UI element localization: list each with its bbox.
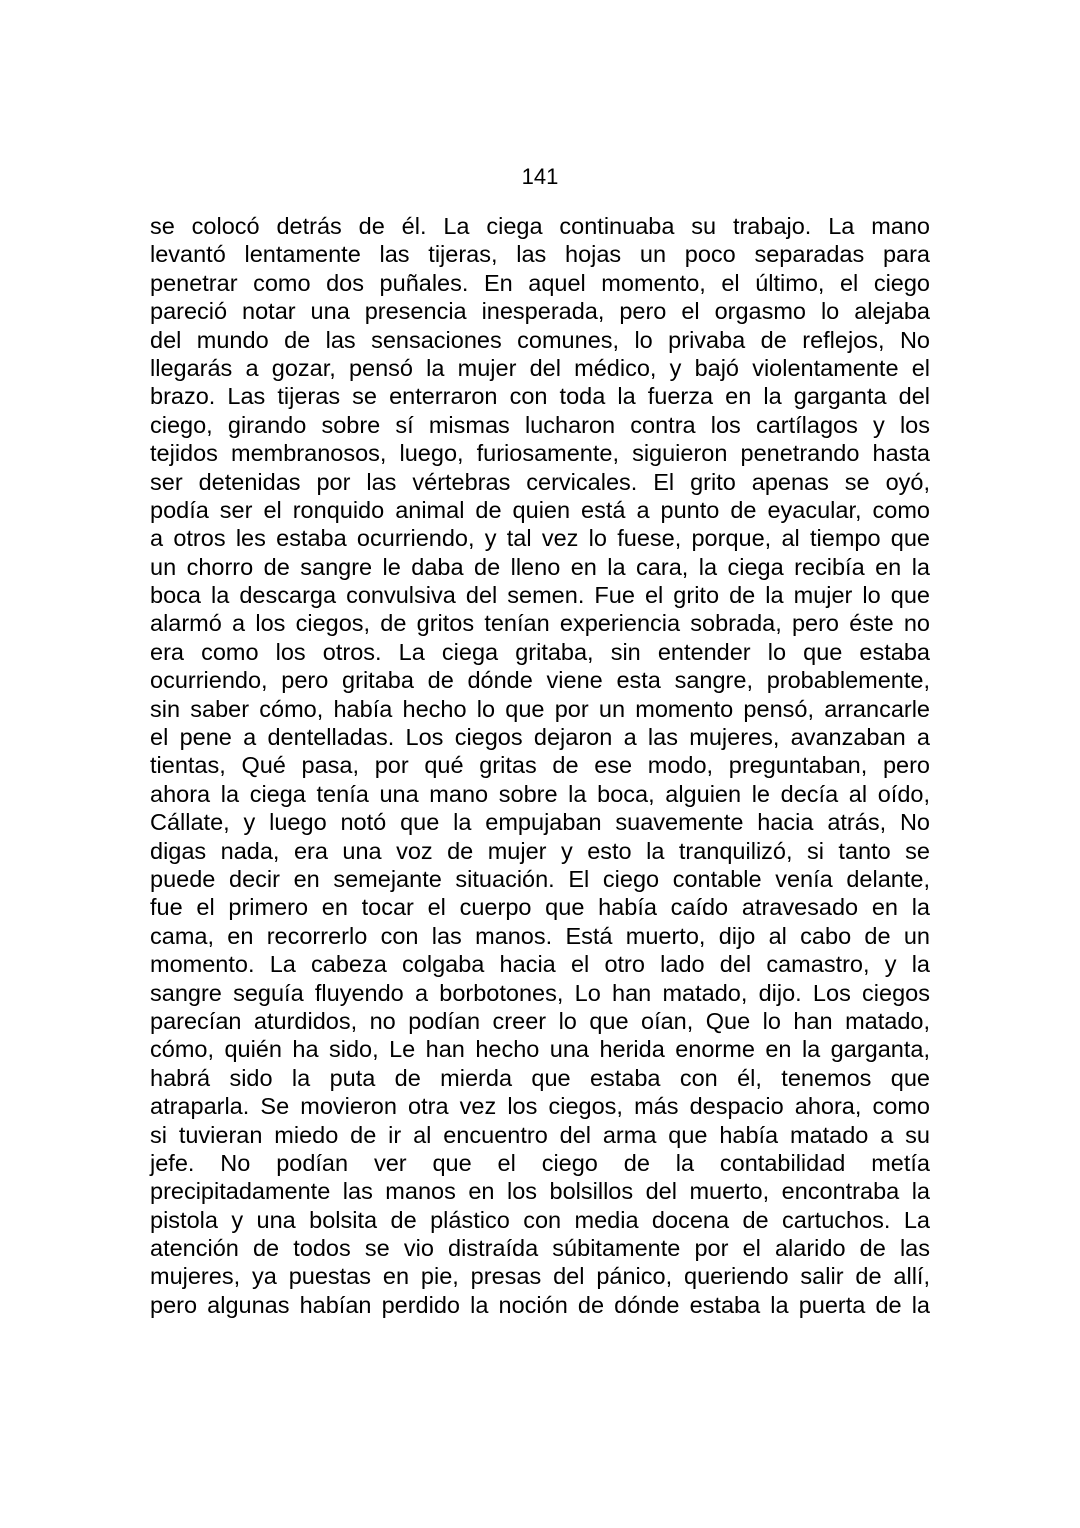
text-line: alarmó a los ciegos, de gritos tenían experiencia sobrada, pero éste no (150, 610, 930, 637)
text-line: sangre seguía fluyendo a borbotones, Lo han matado, dijo. Los ciegos (150, 979, 930, 1006)
text-line: el pene a dentelladas. Los ciegos dejaron a las mujeres, avanzaban a (150, 724, 930, 751)
text-line: precipitadamente las manos en los bolsillos del muerto, encontraba la (150, 1178, 930, 1205)
text-line: brazo. Las tijeras se enterraron con toda la fuerza en la garganta del (150, 383, 930, 410)
text-line: pistola y una bolsita de plástico con media docena de cartuchos. La (150, 1206, 930, 1233)
text-line: del mundo de las sensaciones comunes, lo privaba de reflejos, No (150, 326, 930, 353)
text-line: tientas, Qué pasa, por qué gritas de ese modo, preguntaban, pero (150, 752, 930, 779)
text-line: ocurriendo, pero gritaba de dónde viene esta sangre, probablemente, (150, 667, 930, 694)
text-line: puede decir en semejante situación. El ciego contable venía delante, (150, 865, 930, 892)
text-line: si tuvieran miedo de ir al encuentro del arma que había matado a su (150, 1121, 930, 1148)
text-line: ser detenidas por las vértebras cervicales. El grito apenas se oyó, (150, 468, 930, 495)
text-line: pero algunas habían perdido la noción de dónde estaba la puerta de la (150, 1291, 930, 1318)
text-line: Cállate, y luego notó que la empujaban suavemente hacia atrás, No (150, 809, 930, 836)
text-line: tejidos membranosos, luego, furiosamente, siguieron penetrando hasta (150, 440, 930, 467)
text-line: jefe. No podían ver que el ciego de la contabilidad metía (150, 1149, 930, 1176)
text-line: cama, en recorrerlo con las manos. Está muerto, dijo al cabo de un (150, 922, 930, 949)
text-line: fue el primero en tocar el cuerpo que había caído atravesado en la (150, 894, 930, 921)
text-line: momento. La cabeza colgaba hacia el otro lado del camastro, y la (150, 951, 930, 978)
page-number: 141 (521, 164, 559, 189)
text-line: se colocó detrás de él. La ciega continuaba su trabajo. La mano (150, 213, 930, 239)
text-line: ciego, girando sobre sí mismas lucharon contra los cartílagos y los (150, 411, 930, 438)
text-line: cómo, quién ha sido, Le han hecho una herida enorme en la garganta, (150, 1036, 930, 1063)
text-line: penetrar como dos puñales. En aquel momento, el último, el ciego (150, 269, 930, 296)
text-line: pareció notar una presencia inesperada, pero el orgasmo lo alejaba (150, 298, 930, 325)
text-line: un chorro de sangre le daba de lleno en la cara, la ciega recibía en la (150, 553, 930, 580)
text-line: digas nada, era una voz de mujer y esto la tranquilizó, si tanto se (150, 837, 930, 864)
text-line: habrá sido la puta de mierda que estaba con él, tenemos que (150, 1064, 930, 1091)
text-line: a otros les estaba ocurriendo, y tal vez lo fuese, porque, al tiempo que (150, 525, 930, 552)
text-line: sin saber cómo, había hecho lo que por un momento pensó, arrancarle (150, 695, 930, 722)
text-line: boca la descarga convulsiva del semen. Fue el grito de la mujer lo que (150, 582, 930, 609)
text-line: atraparla. Se movieron otra vez los ciegos, más despacio ahora, como (150, 1093, 930, 1120)
text-line: ahora la ciega tenía una mano sobre la boca, alguien le decía al oído, (150, 780, 930, 807)
text-line: mujeres, ya puestas en pie, presas del pánico, queriendo salir de allí, (150, 1263, 930, 1290)
text-line: atención de todos se vio distraída súbitamente por el alarido de las (150, 1235, 930, 1262)
text-line: parecían aturdidos, no podían creer lo que oían, Que lo han matado, (150, 1007, 930, 1034)
text-line: llegarás a gozar, pensó la mujer del médico, y bajó violentamente el (150, 354, 930, 381)
text-line: era como los otros. La ciega gritaba, sin entender lo que estaba (150, 638, 930, 665)
text-line: podía ser el ronquido animal de quien está a punto de eyacular, como (150, 496, 930, 523)
body-text (150, 212, 930, 1319)
text-line: levantó lentamente las tijeras, las hojas un poco separadas para (150, 241, 930, 268)
